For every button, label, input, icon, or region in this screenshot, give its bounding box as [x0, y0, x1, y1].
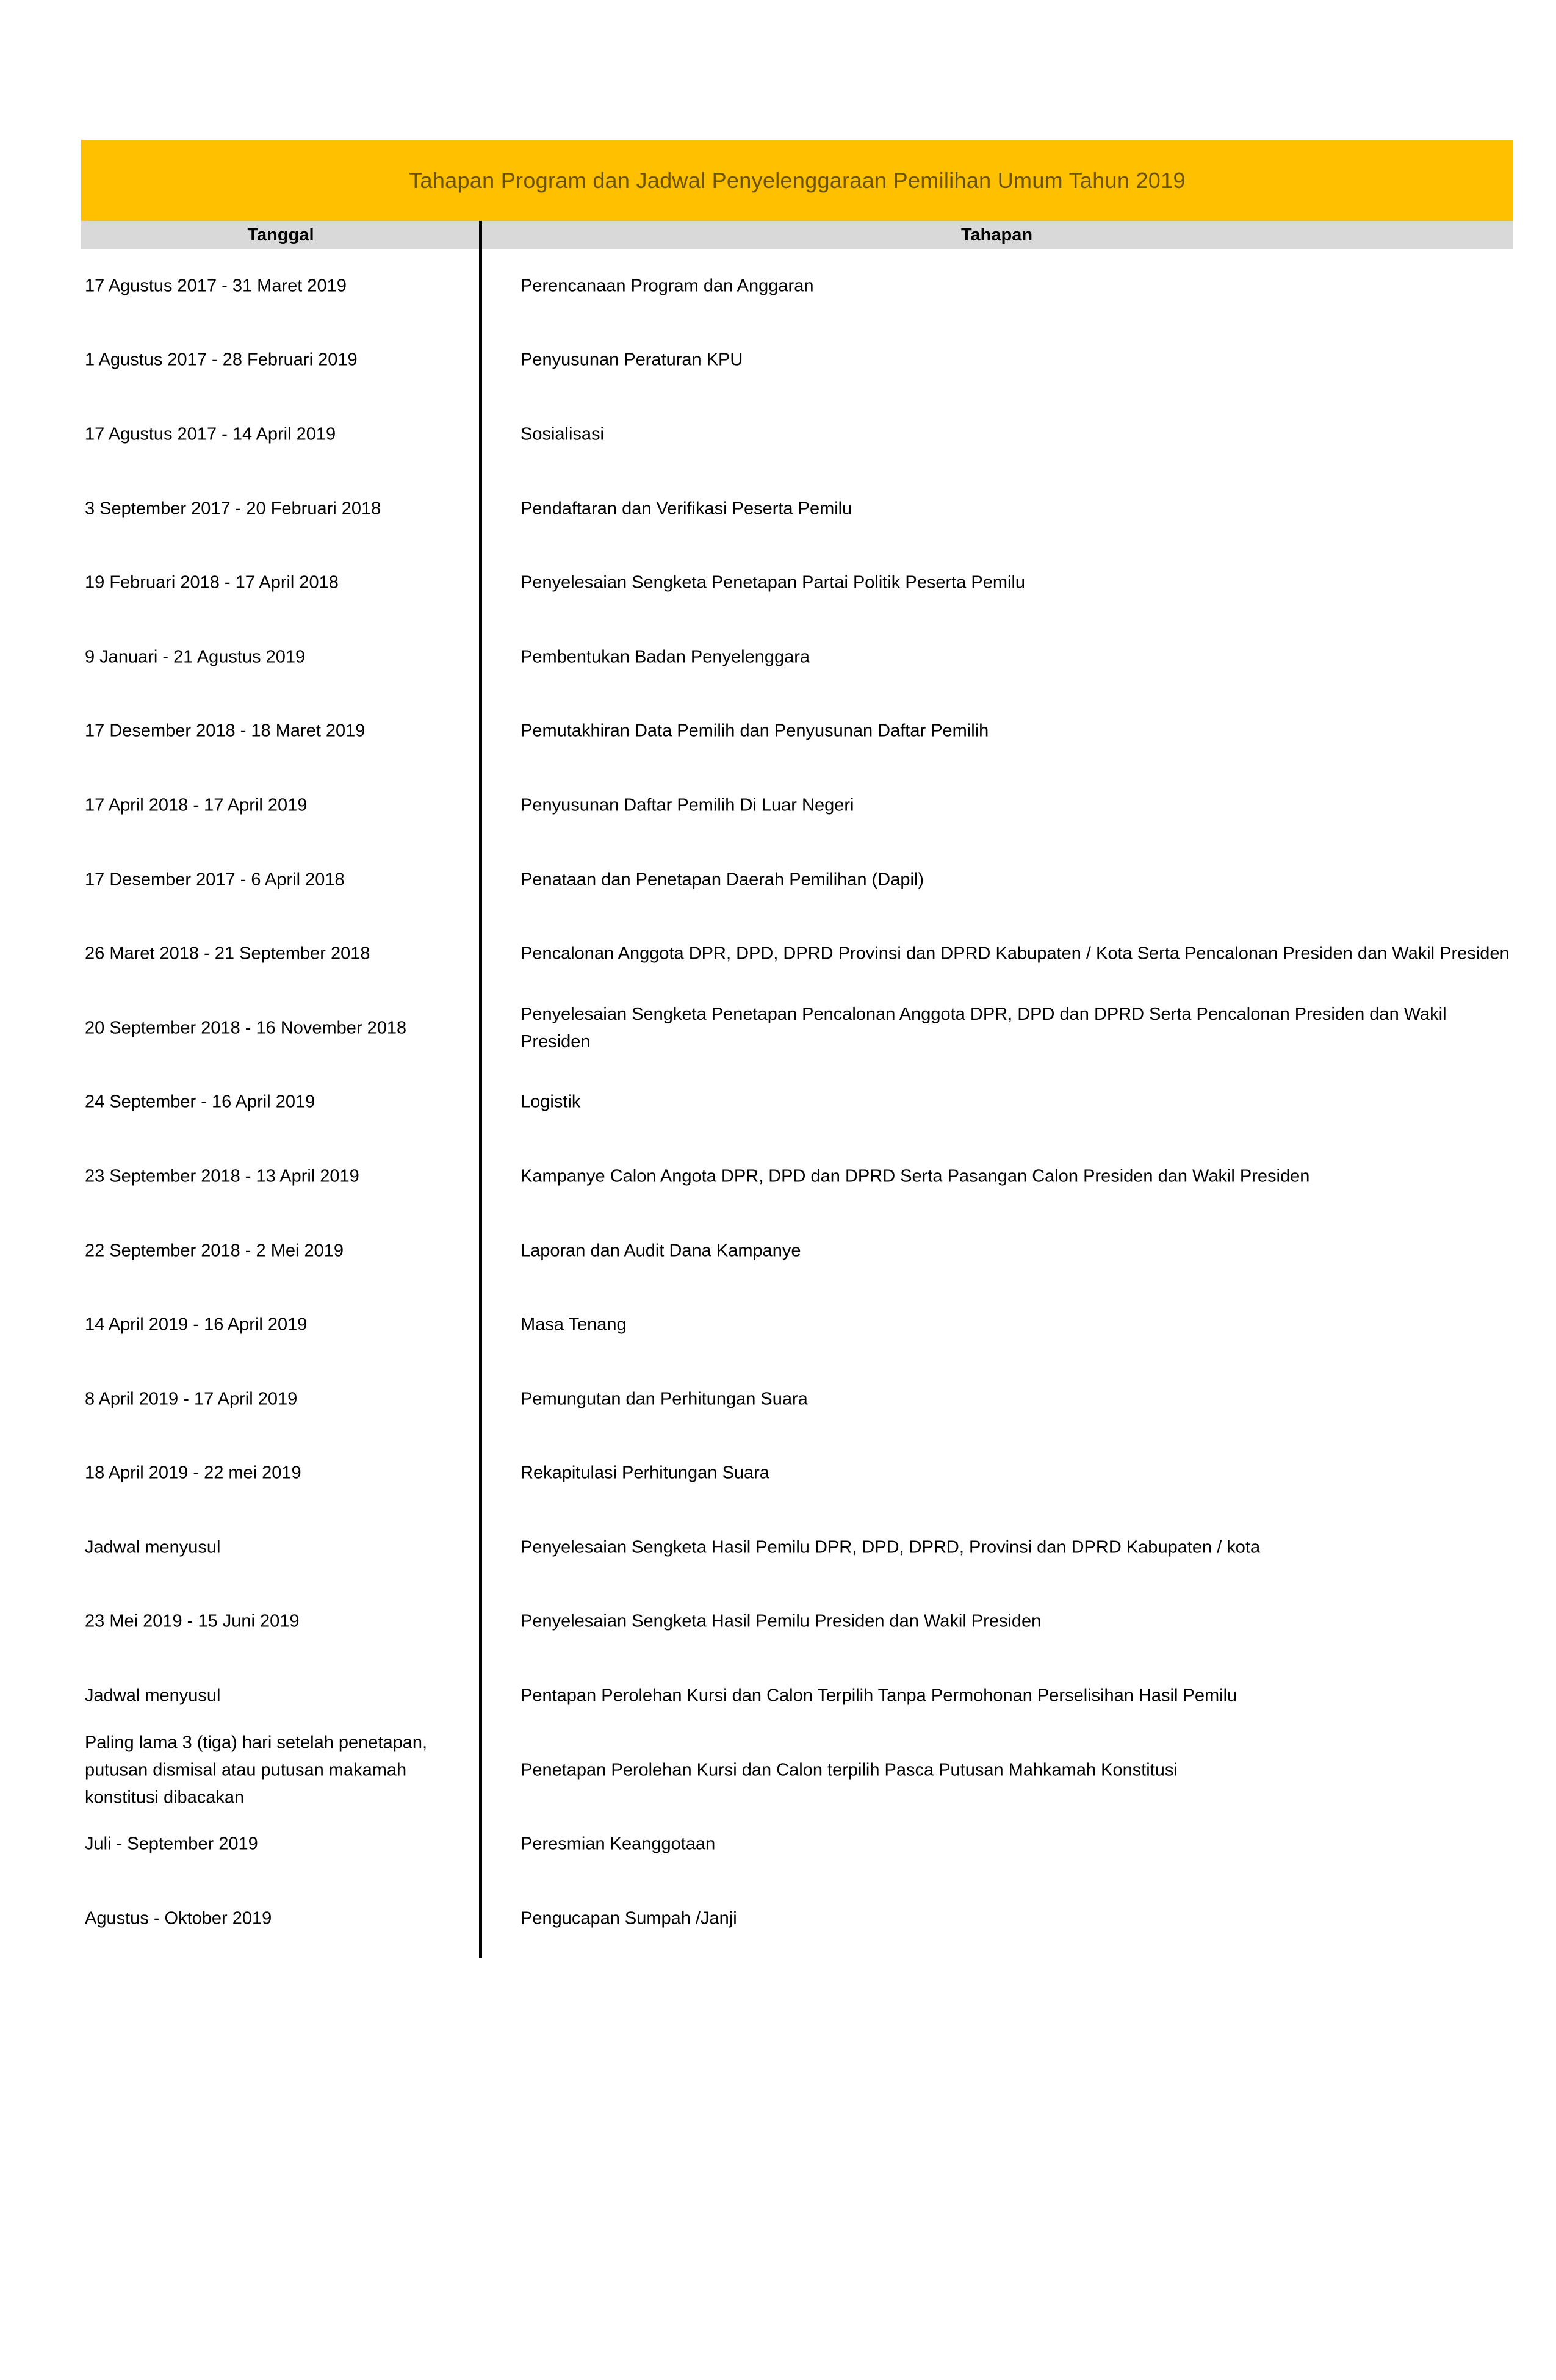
- table-row: [81, 1288, 1513, 1362]
- table-row: [81, 249, 1513, 323]
- table-row: [81, 1659, 1513, 1733]
- row-stage: Rekapitulasi Perhitungan Suara: [520, 1463, 769, 1483]
- row-stage: Penyusunan Peraturan KPU: [520, 350, 743, 370]
- row-stage: Pembentukan Badan Penyelenggara: [520, 647, 810, 667]
- row-stage: Laporan dan Audit Dana Kampanye: [520, 1241, 801, 1261]
- row-date: 26 Maret 2018 - 21 September 2018: [85, 943, 370, 964]
- table-row: [81, 472, 1513, 546]
- row-stage: Sosialisasi: [520, 424, 604, 444]
- row-stage: Penyelesaian Sengketa Hasil Pemilu DPR, DPD, DPRD, Provinsi dan DPRD Kabupaten / kota: [520, 1537, 1261, 1557]
- row-date: 17 Agustus 2017 - 14 April 2019: [85, 424, 336, 444]
- title-band: [81, 140, 1513, 221]
- table-row: [81, 1066, 1513, 1140]
- column-header-stage: Tahapan: [960, 225, 1033, 245]
- row-stage: Pemungutan dan Perhitungan Suara: [520, 1389, 808, 1409]
- table-row: [81, 768, 1513, 843]
- row-date: Juli - September 2019: [85, 1834, 258, 1854]
- row-date: 17 April 2018 - 17 April 2019: [85, 795, 308, 815]
- table-row: [81, 1362, 1513, 1437]
- table-row: [81, 843, 1513, 917]
- row-stage: Penyusunan Daftar Pemilih Di Luar Negeri: [520, 795, 854, 815]
- row-date: 17 Agustus 2017 - 31 Maret 2019: [85, 276, 347, 296]
- row-stage: Penyelesaian Sengketa Penetapan Partai Politik Peserta Pemilu: [520, 572, 1026, 593]
- table-row: [81, 1807, 1513, 1881]
- table-row: [81, 1585, 1513, 1659]
- row-date: 18 April 2019 - 22 mei 2019: [85, 1463, 301, 1483]
- table-header: [81, 221, 1513, 249]
- row-stage: Pemutakhiran Data Pemilih dan Penyusunan Daftar Pemilih: [520, 721, 989, 741]
- row-date: 23 Mei 2019 - 15 Juni 2019: [85, 1611, 300, 1631]
- table-row: [81, 620, 1513, 694]
- row-date: 17 Desember 2018 - 18 Maret 2019: [85, 721, 366, 741]
- table-row: [81, 917, 1513, 991]
- table-row: [81, 1139, 1513, 1214]
- row-date: 23 September 2018 - 13 April 2019: [85, 1166, 359, 1186]
- row-date: 24 September - 16 April 2019: [85, 1092, 315, 1112]
- row-stage: Kampanye Calon Angota DPR, DPD dan DPRD Serta Pasangan Calon Presiden dan Wakil Presiden: [520, 1166, 1310, 1186]
- row-stage: Pentapan Perolehan Kursi dan Calon Terpilih Tanpa Permohonan Perselisihan Hasil Pemilu: [520, 1686, 1237, 1706]
- row-date: Paling lama 3 (tiga) hari setelah penetapan, putusan dismisal atau putusan makamah konstitusi dibacakan: [85, 1733, 428, 1808]
- table-row: [81, 323, 1513, 398]
- row-date: 1 Agustus 2017 - 28 Februari 2019: [85, 350, 358, 370]
- row-date: 19 Februari 2018 - 17 April 2018: [85, 572, 339, 593]
- row-stage: Pendaftaran dan Verifikasi Peserta Pemilu: [520, 499, 852, 519]
- schedule-table: [81, 249, 1513, 1956]
- row-date: Jadwal menyusul: [85, 1537, 221, 1557]
- row-date: 8 April 2019 - 17 April 2019: [85, 1389, 298, 1409]
- page-title: Tahapan Program dan Jadwal Penyelenggaraan Pemilihan Umum Tahun 2019: [409, 167, 1186, 193]
- row-date: Agustus - Oktober 2019: [85, 1908, 272, 1928]
- table-row: [81, 1214, 1513, 1288]
- row-date: 20 September 2018 - 16 November 2018: [85, 1018, 407, 1038]
- row-stage: Pencalonan Anggota DPR, DPD, DPRD Provinsi dan DPRD Kabupaten / Kota Serta Pencalonan Presiden dan Wakil Presiden: [520, 943, 1510, 964]
- row-stage: Penetapan Perolehan Kursi dan Calon terpilih Pasca Putusan Mahkamah Konstitusi: [520, 1760, 1178, 1780]
- row-date: 22 September 2018 - 2 Mei 2019: [85, 1241, 344, 1261]
- row-date: 14 April 2019 - 16 April 2019: [85, 1314, 308, 1335]
- row-date: Jadwal menyusul: [85, 1686, 221, 1706]
- row-date: 3 September 2017 - 20 Februari 2018: [85, 499, 381, 519]
- table-row: [81, 1437, 1513, 1511]
- row-stage: Masa Tenang: [520, 1314, 627, 1335]
- table-row: [81, 1733, 1513, 1808]
- row-stage: Perencanaan Program dan Anggaran: [520, 276, 814, 296]
- row-stage: Pengucapan Sumpah /Janji: [520, 1908, 737, 1928]
- table-row: [81, 397, 1513, 472]
- table-row: [81, 546, 1513, 620]
- column-header-date: Tanggal: [247, 225, 314, 245]
- row-stage: Penyelesaian Sengketa Hasil Pemilu Presiden dan Wakil Presiden: [520, 1611, 1042, 1631]
- table-row: [81, 991, 1513, 1066]
- table-row: [81, 1510, 1513, 1585]
- table-row: [81, 1881, 1513, 1956]
- row-date: 9 Januari - 21 Agustus 2019: [85, 647, 306, 667]
- row-stage: Peresmian Keanggotaan: [520, 1834, 716, 1854]
- row-stage: Penyelesaian Sengketa Penetapan Pencalonan Anggota DPR, DPD dan DPRD Serta Pencalonan Presiden dan Wakil Presiden: [520, 1004, 1447, 1051]
- table-row: [81, 694, 1513, 769]
- row-date: 17 Desember 2017 - 6 April 2018: [85, 870, 345, 890]
- row-stage: Penataan dan Penetapan Daerah Pemilihan (Dapil): [520, 870, 924, 890]
- row-stage: Logistik: [520, 1092, 581, 1112]
